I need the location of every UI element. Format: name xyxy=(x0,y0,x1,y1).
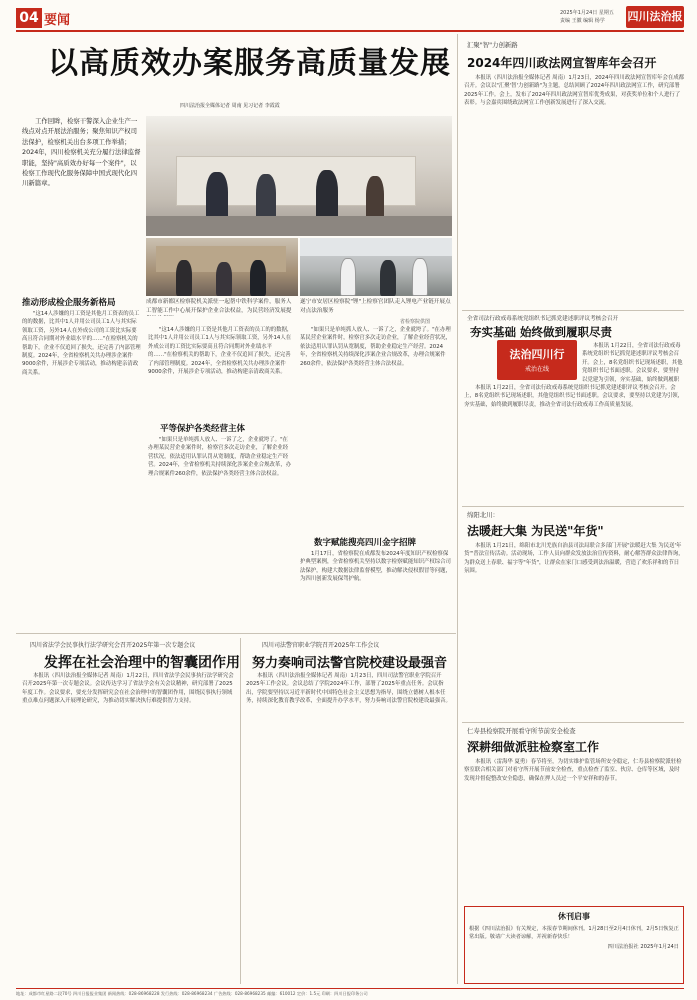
photo-factory-visit xyxy=(146,238,298,296)
subsection-3-body: 1月17日，省检察院在成都发布2024年度知识产权检察保护典型案例，全省检察机关坚持以数字检察赋能知识产权综合司法保护，构建大数据法律监督模型，推动解决侵权假冒等问题，为四川创新发展保驾护航。 xyxy=(300,551,451,583)
page-footer: 地址：成都市红星路二段70号 四川日报报业集团 新闻热线：028-86968228 发行热线：028-86968234 广告热线：028-86968235 邮编：610012 定价：1.5元 印刷：四川日报印务公司 xyxy=(16,988,684,997)
right-title-3: 法暖赶大集 为民送"年货" xyxy=(467,524,604,538)
right-rule-2 xyxy=(462,506,684,507)
page-number: 04 xyxy=(16,8,42,28)
right-rule-3 xyxy=(462,722,684,723)
newspaper-logo: 四川法治报 xyxy=(626,6,684,28)
photo-caption-2: 遂宁市安居区检察院"锂"上检察官团队走入锂电产业链开展点对点法治服务 xyxy=(300,299,451,314)
bottom-left-title: 发挥在社会治理中的智囊团作用 xyxy=(44,655,240,671)
lead-paragraph: 工作回眸，检察干警深入企业生产一线点对点开展法治服务；聚焦知识产权司法保护，检察机关出台多项工作举措；2024年，四川检察机关充分履行法律监督职能，坚持"高质效办好每一个案件"，以检察工作现代化服务保障中国式现代化四川新篇章。 xyxy=(22,117,141,188)
right-body-1: 本报讯（四川法治报全媒体记者 周南）1月23日，2024年四川政法网宣智库年会在成都召开。会议以"汇聚'智'力创新路"为主题，总结回顾了2024年四川政法网宣工作，研究部署2025年工作。会上，发布了2024年四川政法网宣智库优秀成果，对获奖单位和个人进行了表彰。与会嘉宾围绕政法网宣工作创新发展进行了深入交流。 xyxy=(464,75,684,107)
badge-title: 法治四川行 xyxy=(509,348,565,361)
bottom-mid-kicker: 四川司法警官职业学院召开2025年工作会议 xyxy=(262,642,380,649)
header-rule xyxy=(16,30,684,32)
editor-line: 责编 王徽 编辑 杨学 xyxy=(560,18,605,24)
subsection-2-body: "如果只是单纯抓人放人、一诉了之，企业就垮了。"在办理某民营企业案件时，检察官多次走访企业，了解企业经营状况，依法适用认罪认罚从宽制度，帮助企业稳定生产经营。2024年，全省检察机关持续深化涉案企业合规改革，办理合规案件260余件，依法保护各类经营主体合法权益。 xyxy=(148,437,292,477)
notice-signature: 四川法治报社 2025年1月24日 xyxy=(607,944,679,950)
bottom-mid-title: 努力奏响司法警官院校建设最强音 xyxy=(252,656,448,671)
column-rule xyxy=(457,34,458,984)
right-title-1: 2024年四川政法网宣智库年会召开 xyxy=(467,56,657,70)
badge-subtitle: 戒治在线 xyxy=(524,366,549,373)
right-kicker-1: 汇聚"智"力创新路 xyxy=(467,41,518,49)
date-line: 2025年1月24日 星期五 xyxy=(560,10,614,16)
photo-caption-1: 成都市新都区检察院机关派驻一起帮中铁科学案件，服务人工智能工作中心展开保护企业合法权益，为民营经济发展提 xyxy=(146,299,292,314)
right-body-4: 本报讯（雷海华 夏勇）春节将至，为切实维护监管场所安全稳定，仁寿县检察院派驻检察室联合相关部门对看守所开展节前安全检查，重点检查了监室、伙房、仓库等区域，及时发现并督促整改安全隐患，确保在押人员过一个平安祥和的春节。 xyxy=(464,759,682,782)
subhead-2: 平等保护各类经营主体 xyxy=(160,424,246,434)
section-name: 要闻 xyxy=(44,13,71,28)
section-rule xyxy=(16,633,456,634)
header-meta xyxy=(560,9,620,25)
right-body-2-lead: 本报讯 1月22日，全省司法行政戒毒系统党组织书记抓党建述职评议考核会召开。会上，8名党组织书记现场述职，其他党组织书记书面述职。会议要求，要坚持以党建为引领，夯实基础，始终做到履职 xyxy=(582,343,683,382)
subhead-1: 推动形成检企服务新格局 xyxy=(22,298,116,308)
photo-office-meeting xyxy=(146,116,452,236)
subsection-1-body: "这14人涉嫌的月工资是其他月工资表的员工的的数据，比其中1人并用公司员工1人与其实际领取工资，另外14人在外成公司的工资比实际要高且符合同期对外业绩水平的……"在检察机关的帮助下，企业不仅追回了损失，还完善了内部管理制度。2024年，全省检察机关共办理涉企案件9000余件，开展涉企专项活动，推动构建亲清政商关系。 xyxy=(22,311,141,376)
photo-credit: 省检察院供图 xyxy=(400,319,431,325)
page-headline: 以高质效办案服务高质量发展 xyxy=(48,46,451,81)
right-rule-1 xyxy=(462,310,684,311)
byline: 四川法治报全媒体记者 周南 见习记者 李霞霞 xyxy=(180,103,280,109)
bottom-left-kicker: 四川省法学会民事执行法学研究会召开2025年第一次专题会议 xyxy=(30,642,196,649)
bottom-column-rule xyxy=(240,638,241,984)
right-kicker-2: 全省司法行政戒毒系统党组织书记抓党建述职评议考核会召开 xyxy=(467,316,619,322)
subsection-2-continued: "如果只是单纯抓人放人、一诉了之，企业就垮了。"在办理某民营企业案件时，检察官多次走访企业，了解企业经营状况，依法适用认罪认罚从宽制度，帮助企业稳定生产经营。2024年，全省检察机关持续深化涉案企业合规改革，办理合规案件260余件，依法保护各类经营主体合法权益。 xyxy=(300,327,451,367)
right-kicker-3: 绵阳北川： xyxy=(467,511,499,519)
law-sichuan-badge xyxy=(497,340,577,380)
right-body-3: 本报讯 1月21日，绵阳市北川羌族自治县司法局联合多部门开展"法暖赶大集 为民送'年货'"普法宣传活动。活动现场，工作人员向群众发放法治宣传资料，耐心解答群众法律咨询，为群众送上春联、福字等"年货"，让群众在家门口感受到法治温暖，营造了欢乐祥和的节日氛围。 xyxy=(464,543,684,575)
right-title-2: 夯实基础 始终做到履职尽责 xyxy=(470,325,613,339)
notice-box xyxy=(464,906,684,984)
bottom-left-body: 本报讯（四川法治报全媒体记者 周南）1月22日，四川省法学会民事执行法学研究会召开2025年第一次专题会议。会议传达学习了省法学会有关会议精神，研究部署了2025年度工作。会议要求，要充分发挥研究会在社会治理中的智囊团作用，围绕民事执行领域重点难点问题深入开展理论研究，为推动切实解决执行难提供智力支持。 xyxy=(22,673,234,705)
right-body-2: 本报讯 1月22日，全省司法行政戒毒系统党组织书记抓党建述职评议考核会召开。会上，8名党组织书记现场述职，其他党组织书记书面述职。会议要求，要坚持以党建为引领，夯实基础，始终做到履职尽责，推动全省司法行政戒毒工作高质量发展。 xyxy=(464,385,684,408)
notice-body: 根据《四川法治报》有关规定，本报春节期间休刊。1月28日至2月4日休刊，2月5日恢复正常出版。敬请广大读者谅解，并祝新春快乐！ xyxy=(469,926,679,940)
right-kicker-4: 仁寿县检察院开展看守所节前安全检查 xyxy=(467,727,576,735)
right-title-4: 深耕细做派驻检察室工作 xyxy=(467,740,600,754)
subsection-1-continued: "这14人涉嫌的月工资是其他月工资表的员工的的数据，比其中1人并用公司员工1人与其实际领取工资，另外14人在外成公司的工资比实际要高且符合同期对外业绩水平的……"在检察机关的帮助下，企业不仅追回了损失，还完善了内部管理制度。2024年，全省检察机关共办理涉企案件9000余件，开展涉企专项活动，推动构建亲清政商关系。 xyxy=(148,327,293,376)
notice-title: 休刊启事 xyxy=(558,912,590,921)
photo-battery-plant xyxy=(300,238,452,296)
bottom-mid-body: 本报讯（四川法治报全媒体记者 周南）1月23日，四川司法警官职业学院召开2025年工作会议。会议总结了学院2024年工作，部署了2025年重点任务。会议指出，学院要坚持以习近平新时代中国特色社会主义思想为指导，围绕立德树人根本任务，持续深化教育教学改革，全面提升办学水平，努力奏响司法警官院校建设最强音。 xyxy=(246,673,451,705)
subhead-3: 数字赋能搜亮四川金字招牌 xyxy=(314,538,417,548)
